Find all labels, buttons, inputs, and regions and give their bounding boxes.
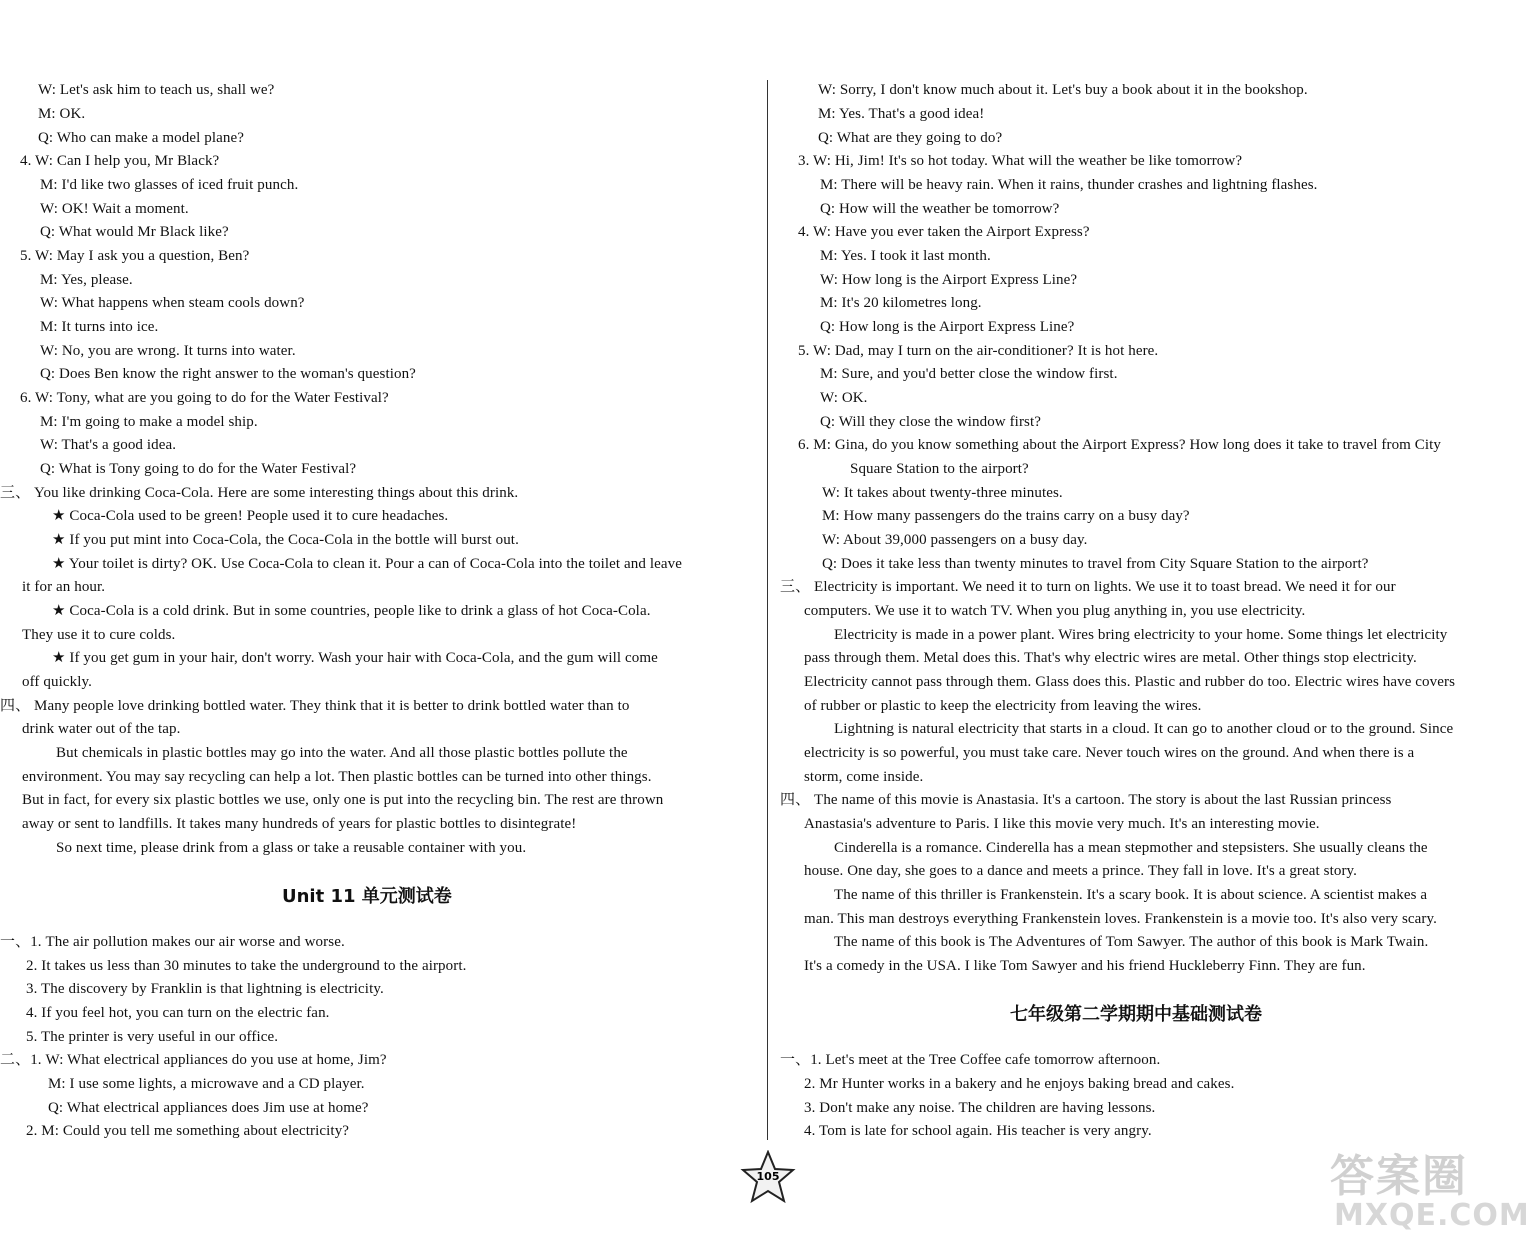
text-line: man. This man destroys everything Frankenstein loves. Frankenstein is a movie too. It's also very scary. (804, 911, 1437, 927)
text-line: Cinderella is a romance. Cinderella has a mean stepmother and stepsisters. She usually cleans the (834, 840, 1428, 856)
text-line: electricity is so powerful, you must take care. Never touch wires on the ground. And when there is a (804, 745, 1415, 761)
text-line: 4. Tom is late for school again. His teacher is very angry. (804, 1123, 1152, 1139)
text-line: W: That's a good idea. (40, 437, 177, 453)
text-line: 5. W: May I ask you a question, Ben? (20, 248, 250, 264)
text-line: Anastasia's adventure to Paris. I like this movie very much. It's an interesting movie. (804, 816, 1320, 832)
text-line: The name of this thriller is Frankenstein. It's a scary book. It is about science. A scientist makes a (834, 887, 1428, 903)
text-line: 2. M: Could you tell me something about electricity? (26, 1123, 350, 1139)
text-line: it for an hour. (22, 579, 106, 595)
text-line: computers. We use it to watch TV. When you plug anything in, you use electricity. (804, 603, 1306, 619)
text-line: W: It takes about twenty-three minutes. (822, 485, 1063, 501)
section-heading: 三、 Electricity is important. We need it to turn on lights. We use it to toast bread. We need it for our (780, 579, 1396, 595)
text-line: ★ If you get gum in your hair, don't worry. Wash your hair with Coca-Cola, and the gum will come (52, 650, 658, 666)
text-line: But in fact, for every six plastic bottles we use, only one is put into the recycling bin. The rest are thrown (22, 792, 664, 808)
watermark-main: 答案圈 (1330, 1151, 1468, 1202)
text-line: M: I'm going to make a model ship. (40, 414, 258, 430)
page-number: 105 (756, 1170, 780, 1183)
text-line: 2. It takes us less than 30 minutes to take the underground to the airport. (26, 958, 467, 974)
text-line: ★ Coca-Cola is a cold drink. But in some countries, people like to drink a glass of hot Coca-Cola. (52, 603, 651, 619)
section-heading: 四、 Many people love drinking bottled water. They think that it is better to drink bottled water than to (0, 698, 630, 714)
text-line: house. One day, she goes to a dance and meets a prince. They fall in love. It's a great story. (804, 863, 1358, 879)
text-line: Q: Does Ben know the right answer to the woman's question? (40, 366, 416, 382)
column-divider (767, 80, 768, 1140)
text-line: 3. The discovery by Franklin is that lightning is electricity. (26, 981, 384, 997)
text-line: M: How many passengers do the trains carry on a busy day? (822, 508, 1190, 524)
text-line: W: Let's ask him to teach us, shall we? (38, 82, 275, 98)
text-line: off quickly. (22, 674, 92, 690)
text-line: 2. Mr Hunter works in a bakery and he enjoys baking bread and cakes. (804, 1076, 1235, 1092)
text-line: environment. You may say recycling can help a lot. Then plastic bottles can be turned into other things. (22, 769, 652, 785)
text-line: Q: Does it take less than twenty minutes to travel from City Square Station to the airport? (822, 556, 1369, 572)
text-line: W: OK! Wait a moment. (40, 201, 189, 217)
text-line: So next time, please drink from a glass or take a reusable container with you. (56, 840, 527, 856)
text-line: 4. W: Can I help you, Mr Black? (20, 153, 220, 169)
text-line: M: I'd like two glasses of iced fruit punch. (40, 177, 299, 193)
text-line: Lightning is natural electricity that starts in a cloud. It can go to another cloud or to the ground. Since (834, 721, 1454, 737)
text-line: Q: How long is the Airport Express Line? (820, 319, 1075, 335)
text-line: M: Yes, please. (40, 272, 133, 288)
text-line: M: I use some lights, a microwave and a CD player. (48, 1076, 365, 1092)
text-line: M: It turns into ice. (40, 319, 159, 335)
text-line: 6. M: Gina, do you know something about the Airport Express? How long does it take to travel from City (798, 437, 1442, 453)
text-line: drink water out of the tap. (22, 721, 181, 737)
text-line: ★ If you put mint into Coca-Cola, the Coca-Cola in the bottle will burst out. (52, 532, 519, 548)
text-line: It's a comedy in the USA. I like Tom Sawyer and his friend Huckleberry Finn. They are fun. (804, 958, 1366, 974)
text-line: W: About 39,000 passengers on a busy day. (822, 532, 1088, 548)
text-line: W: What happens when steam cools down? (40, 295, 305, 311)
text-line: M: There will be heavy rain. When it rains, thunder crashes and lightning flashes. (820, 177, 1318, 193)
text-line: M: Sure, and you'd better close the window first. (820, 366, 1118, 382)
exam-title: 七年级第二学期期中基础测试卷 (1010, 1004, 1262, 1025)
text-line: ★ Your toilet is dirty? OK. Use Coca-Cola to clean it. Pour a can of Coca-Cola into the toilet and leave (52, 556, 682, 572)
text-line: storm, come inside. (804, 769, 924, 785)
text-line: Electricity cannot pass through them. Glass does this. Plastic and rubber do too. Electric wires have covers (804, 674, 1456, 690)
text-line: 4. If you feel hot, you can turn on the electric fan. (26, 1005, 330, 1021)
text-line: 一、1. The air pollution makes our air worse and worse. (0, 934, 345, 950)
text-line: W: OK. (820, 390, 868, 406)
text-line: M: It's 20 kilometres long. (820, 295, 982, 311)
section-heading: 四、 The name of this movie is Anastasia. It's a cartoon. The story is about the last Russian princess (780, 792, 1392, 808)
unit-title: Unit 11 单元测试卷 (282, 886, 452, 907)
text-line: Electricity is made in a power plant. Wires bring electricity to your home. Some things let electricity (834, 627, 1448, 643)
text-line: W: Sorry, I don't know much about it. Let's buy a book about it in the bookshop. (818, 82, 1308, 98)
watermark-logo (1330, 1140, 1530, 1240)
text-line: The name of this book is The Adventures of Tom Sawyer. The author of this book is Mark Twain. (834, 934, 1429, 950)
text-line: 4. W: Have you ever taken the Airport Express? (798, 224, 1090, 240)
text-line: M: OK. (38, 106, 86, 122)
text-line: W: How long is the Airport Express Line? (820, 272, 1078, 288)
text-line: Q: How will the weather be tomorrow? (820, 201, 1060, 217)
text-line: Square Station to the airport? (850, 461, 1029, 477)
text-line: Q: What electrical appliances does Jim use at home? (48, 1100, 369, 1116)
section-heading: 三、 You like drinking Coca-Cola. Here are some interesting things about this drink. (0, 485, 519, 501)
text-line: Q: Will they close the window first? (820, 414, 1042, 430)
text-line: 5. W: Dad, may I turn on the air-conditioner? It is hot here. (798, 343, 1159, 359)
text-line: 一、1. Let's meet at the Tree Coffee cafe tomorrow afternoon. (780, 1052, 1161, 1068)
text-line: 3. W: Hi, Jim! It's so hot today. What will the weather be like tomorrow? (798, 153, 1243, 169)
text-line: Q: What is Tony going to do for the Water Festival? (40, 461, 357, 477)
text-line: They use it to cure colds. (22, 627, 176, 643)
text-line: away or sent to landfills. It takes many hundreds of years for plastic bottles to disintegrate! (22, 816, 577, 832)
text-line: M: Yes. That's a good idea! (818, 106, 985, 122)
text-line: 5. The printer is very useful in our office. (26, 1029, 279, 1045)
text-line: 3. Don't make any noise. The children are having lessons. (804, 1100, 1156, 1116)
text-line: W: No, you are wrong. It turns into water. (40, 343, 296, 359)
text-line: pass through them. Metal does this. That's why electric wires are metal. Other things stop electricity. (804, 650, 1417, 666)
text-line: of rubber or plastic to keep the electricity from leaving the wires. (804, 698, 1202, 714)
text-line: Q: What are they going to do? (818, 130, 1003, 146)
text-line: M: Yes. I took it last month. (820, 248, 991, 264)
text-line: But chemicals in plastic bottles may go into the water. And all those plastic bottles pollute the (56, 745, 628, 761)
watermark-sub: MXQE.COM (1334, 1198, 1530, 1233)
text-line: Q: Who can make a model plane? (38, 130, 244, 146)
text-line: 二、1. W: What electrical appliances do you use at home, Jim? (0, 1052, 387, 1068)
text-line: 6. W: Tony, what are you going to do for the Water Festival? (20, 390, 389, 406)
text-line: Q: What would Mr Black like? (40, 224, 229, 240)
text-line: ★ Coca-Cola used to be green! People used it to cure headaches. (52, 508, 449, 524)
